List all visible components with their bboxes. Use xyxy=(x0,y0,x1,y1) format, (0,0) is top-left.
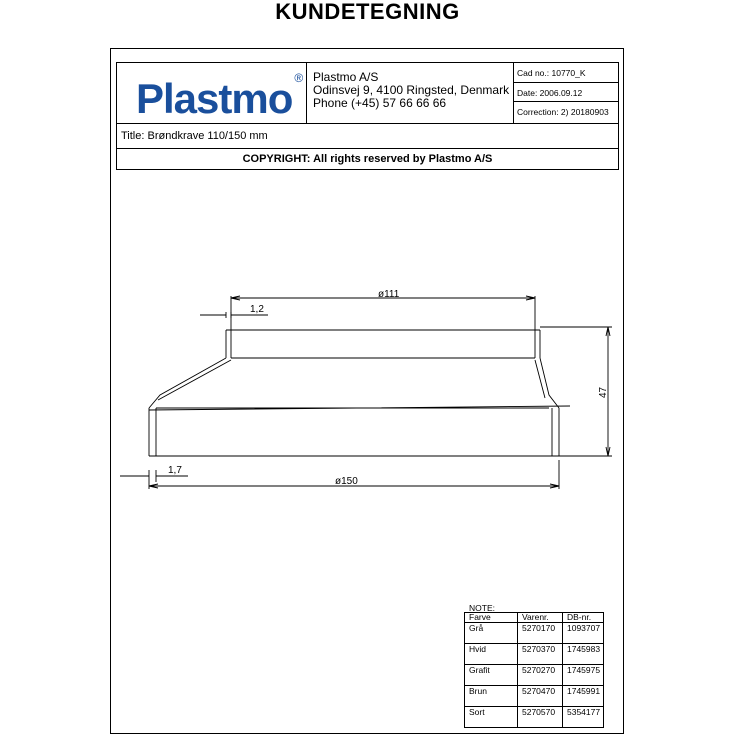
table-row xyxy=(465,707,604,728)
dim-bottom-wall-label: 1,7 xyxy=(168,465,182,476)
dim-top-diameter-line xyxy=(231,296,535,330)
company-name: Plastmo A/S xyxy=(313,70,379,84)
dim-height-label: 47 xyxy=(598,386,609,398)
note-label: NOTE: xyxy=(469,603,495,613)
table-row xyxy=(465,623,604,644)
table-row xyxy=(465,644,604,665)
db-number-cell: 1745983 xyxy=(563,644,604,665)
item-number-cell: 5270370 xyxy=(518,644,563,665)
table-header-row xyxy=(465,613,604,623)
registered-mark: ® xyxy=(294,71,303,85)
dim-top-diameter-label: ø111 xyxy=(378,289,400,300)
db-number-cell: 1745975 xyxy=(563,665,604,686)
column-header: DB-nr. xyxy=(563,613,604,623)
company-street: Odinsvej 9, 4100 Ringsted, Denmark xyxy=(313,83,510,97)
color-cell: Sort xyxy=(465,707,518,728)
copyright-notice: COPYRIGHT: All rights reserved by Plastmo A/S xyxy=(242,153,493,165)
base-outline xyxy=(149,408,559,456)
company-phone: Phone (+45) 57 66 66 66 xyxy=(313,96,447,110)
item-number-cell: 5270470 xyxy=(518,686,563,707)
dim-bottom-diameter-label: ø150 xyxy=(335,476,358,487)
column-header: Farve xyxy=(465,613,518,623)
collar-outline xyxy=(226,330,540,358)
db-number-cell: 5354177 xyxy=(563,707,604,728)
page-heading: KUNDETEGNING xyxy=(275,0,460,24)
cone-outline xyxy=(149,358,559,408)
color-cell: Brun xyxy=(465,686,518,707)
color-cell: Grå xyxy=(465,623,518,644)
db-number-cell: 1093707 xyxy=(563,623,604,644)
correction: Correction: 2) 20180903 xyxy=(517,107,609,117)
db-number-cell: 1745991 xyxy=(563,686,604,707)
color-cell: Hvid xyxy=(465,644,518,665)
table-row xyxy=(465,686,604,707)
logo-text: Plastmo xyxy=(136,75,293,122)
cad-number: Cad no.: 10770_K xyxy=(514,63,618,83)
column-header: Varenr. xyxy=(518,613,563,623)
drawing-date: Date: 2006.09.12 xyxy=(514,83,618,103)
color-cell: Grafit xyxy=(465,665,518,686)
drawing-title: Title: Brøndkrave 110/150 mm xyxy=(117,123,618,149)
dim-top-wall-label: 1,2 xyxy=(250,304,264,315)
item-number-cell: 5270270 xyxy=(518,665,563,686)
shoulder-line xyxy=(149,406,570,410)
color-variant-table xyxy=(464,612,604,728)
item-number-cell: 5270570 xyxy=(518,707,563,728)
item-number-cell: 5270170 xyxy=(518,623,563,644)
table-row xyxy=(465,665,604,686)
